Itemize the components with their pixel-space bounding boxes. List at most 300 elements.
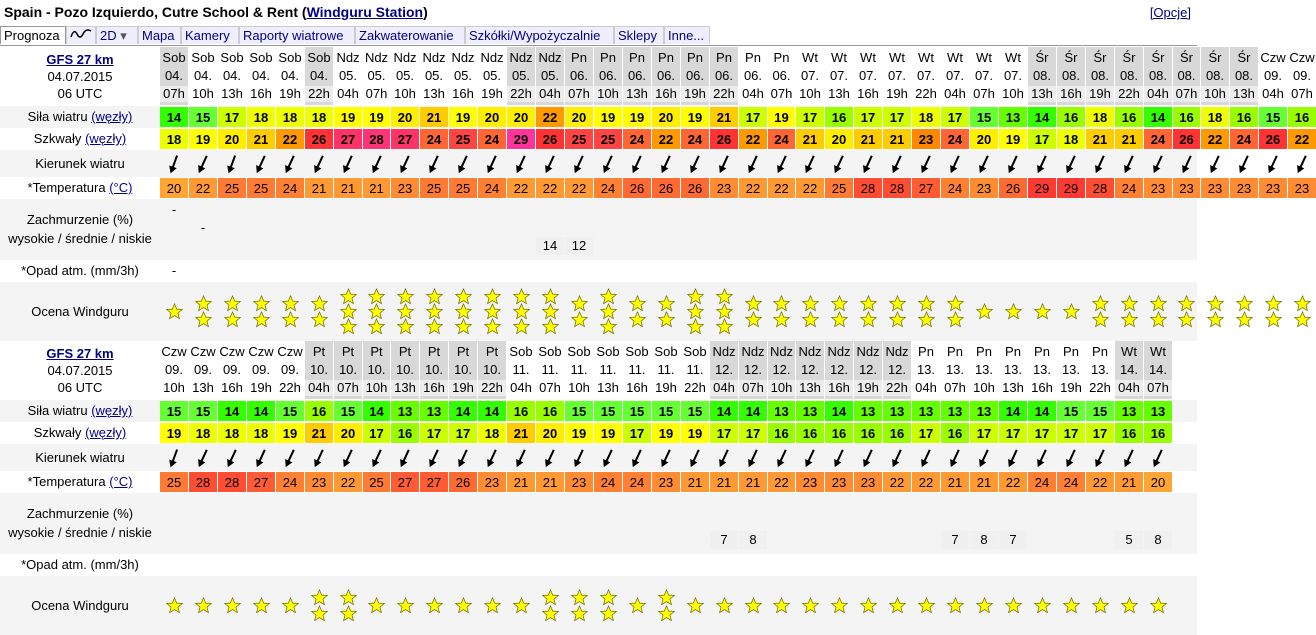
- rating-star-icon: [600, 605, 617, 622]
- precip-cell: [1028, 554, 1056, 576]
- chevron-down-icon: ▾: [116, 28, 127, 43]
- hour: 04h: [912, 380, 940, 396]
- wind-arrow-icon: [1177, 153, 1197, 175]
- precip-cell: -: [171, 263, 177, 278]
- cloud-cover-cell: [623, 531, 651, 549]
- precip-cell: [796, 260, 824, 282]
- rating-star-icon: [542, 318, 559, 335]
- run-date: 04.07.2015: [47, 69, 113, 84]
- wind-speed-cell: 13: [941, 401, 969, 421]
- forecast-column-header: [854, 341, 882, 399]
- forecast-column-header: [623, 47, 651, 105]
- gust-cell: 20: [970, 129, 998, 149]
- date: 04.: [164, 68, 184, 83]
- precip-cell: [912, 554, 940, 576]
- hour: 07h: [334, 380, 362, 396]
- hour: 19h: [883, 86, 911, 102]
- forecast-column-header: [449, 341, 477, 399]
- hour: 13h: [796, 380, 824, 396]
- wind-direction-cell: [825, 150, 853, 177]
- wind-speed-cell: 22: [536, 107, 564, 127]
- hour: 16h: [652, 86, 680, 102]
- cloud-cover-cell: [1259, 237, 1287, 255]
- wind-arrow-icon: [685, 153, 705, 175]
- forecast-column-header: [739, 47, 767, 105]
- forecast-column-header: [912, 341, 940, 399]
- wind-arrow-icon: [338, 153, 358, 175]
- hour: 22h: [883, 380, 911, 396]
- clouds-sublabel: wysokie / średnie / niskie: [8, 231, 152, 246]
- temperature-cell: 23: [478, 472, 506, 492]
- rating-star-icon: [1121, 295, 1138, 312]
- gusts-unit-link[interactable]: (węzły): [85, 425, 127, 440]
- forecast-column-header: [189, 341, 217, 399]
- rating-star-icon: [1034, 303, 1051, 320]
- date: 07.: [974, 68, 994, 83]
- cloud-cover-cell: [681, 237, 709, 255]
- precip-cell: [594, 554, 622, 576]
- hour: 10h: [768, 380, 795, 396]
- hour: 10h: [970, 380, 998, 396]
- gust-cell: 21: [883, 129, 911, 149]
- date: 11.: [686, 362, 704, 377]
- date: 06.: [714, 68, 734, 83]
- cloud-cover-cell: 5: [1115, 531, 1143, 549]
- wind-arrow-icon: [453, 447, 473, 469]
- gusts-label: Szkwały: [33, 131, 82, 146]
- forecast-column-header: [1201, 47, 1229, 105]
- wind-direction-cell: [796, 444, 824, 471]
- gust-cell: 19: [565, 423, 593, 443]
- forecast-column-header: [305, 341, 333, 399]
- temperature-cell: 23: [854, 472, 882, 492]
- cloud-cover-cell: [391, 531, 419, 549]
- wind-direction-cell: [594, 150, 622, 177]
- hour: 19h: [652, 380, 680, 396]
- day-name: Pn: [918, 344, 934, 359]
- precip-cell: [1259, 260, 1287, 282]
- wind-unit-link[interactable]: (węzły): [91, 403, 133, 418]
- rating-star-icon: [629, 295, 646, 312]
- tab-kamery[interactable]: Kamery: [181, 26, 239, 44]
- wind-arrow-icon: [1148, 447, 1168, 469]
- rating-star-icon: [687, 318, 704, 335]
- hour: 16h: [825, 380, 853, 396]
- rating-star-icon: [484, 597, 501, 614]
- date: 10.: [395, 362, 415, 377]
- cloud-cover-cell: [883, 531, 911, 549]
- rating-star-icon: [571, 589, 588, 606]
- rating-star-icon: [1236, 295, 1253, 312]
- forecast-column-header: [478, 341, 506, 399]
- rating-star-icon: [1207, 311, 1224, 328]
- wind-speed-cell: 17: [739, 107, 767, 127]
- temperature-cell: 24: [478, 178, 506, 198]
- temperature-cell: 24: [276, 178, 304, 198]
- day-name: Pt: [485, 344, 499, 359]
- cloud-cover-cell: [999, 237, 1027, 255]
- precip-cell: [565, 260, 593, 282]
- day-name: Pn: [571, 50, 587, 65]
- cloud-cover-cell: [391, 237, 419, 255]
- options-link[interactable]: [Opcje]: [1149, 5, 1191, 20]
- forecast-column-header: [218, 47, 246, 105]
- wind-direction-cell: [912, 150, 940, 177]
- cloud-cover-cell: [247, 531, 275, 549]
- gust-cell: 22: [739, 129, 767, 149]
- day-name: Sob: [191, 50, 215, 65]
- rating-star-icon: [311, 311, 328, 328]
- date: 08.: [1177, 68, 1196, 83]
- hour: 19h: [276, 86, 304, 102]
- tab-szkolki[interactable]: Szkółki/Wypożyczalnie: [465, 26, 614, 44]
- precip-cell: [1115, 260, 1143, 282]
- rating-star-icon: [1294, 295, 1311, 312]
- wind-speed-cell: 15: [565, 401, 593, 421]
- precip-cell: [334, 260, 362, 282]
- rating-star-icon: [831, 311, 848, 328]
- temperature-cell: 28: [218, 472, 246, 492]
- temperature-cell: 22: [507, 178, 535, 198]
- gust-cell: 16: [796, 423, 824, 443]
- wind-arrow-icon: [511, 153, 531, 175]
- temp-unit-link[interactable]: (°C): [109, 180, 133, 195]
- temperature-cell: 21: [739, 472, 767, 492]
- wind-direction-cell: [1144, 444, 1172, 471]
- gust-cell: 24: [1144, 129, 1172, 149]
- precip-cell: [1115, 554, 1143, 576]
- rating-star-icon: [773, 295, 790, 312]
- precip-cell: [1144, 260, 1172, 282]
- day-name: Śr: [1093, 50, 1107, 65]
- gust-cell: 16: [768, 423, 795, 443]
- rating-star-icon: [716, 318, 733, 335]
- rating-star-icon: [1063, 303, 1080, 320]
- rating-star-icon: [889, 597, 906, 614]
- wind-speed-cell: 19: [449, 107, 477, 127]
- temperature-cell: 23: [1173, 178, 1200, 198]
- gust-cell: 26: [1259, 129, 1287, 149]
- temperature-cell: 26: [623, 178, 651, 198]
- precip-cell: [710, 554, 738, 576]
- day-name: Wt: [976, 50, 992, 65]
- hour: 22h: [912, 86, 940, 102]
- wind-speed-cell: 21: [420, 107, 448, 127]
- cloud-cover-cell: [912, 531, 940, 549]
- day-name: Pt: [312, 344, 326, 359]
- temperature-cell: 26: [449, 472, 477, 492]
- wind-unit-link[interactable]: (węzły): [91, 109, 133, 124]
- wind-direction-cell: [391, 150, 419, 177]
- temperature-cell: 21: [1115, 472, 1143, 492]
- wind-speed-cell: 19: [363, 107, 390, 127]
- wind-speed-cell: 15: [189, 401, 217, 421]
- clouds-label: Zachmurzenie (%): [26, 506, 134, 521]
- cloud-cover-cell: -: [171, 202, 177, 217]
- precip-cell: [854, 260, 882, 282]
- wind-direction-cell: [305, 150, 333, 177]
- model-name-link[interactable]: GFS 27 km: [46, 52, 114, 67]
- cloud-cover-cell: [218, 531, 246, 549]
- rating-star-icon: [282, 295, 299, 312]
- temperature-cell: 28: [1086, 178, 1114, 198]
- title-bar: [0, 0, 1197, 25]
- precip-cell: [334, 554, 362, 576]
- wind-speed-cell: 15: [276, 401, 304, 421]
- wind-speed-cell: 14: [1028, 107, 1056, 127]
- forecast-column-header: [305, 47, 333, 105]
- wind-direction-cell: [1115, 150, 1143, 177]
- tab-raporty[interactable]: Raporty wiatrowe: [239, 26, 355, 44]
- tab-2d[interactable]: 2D ▾: [96, 26, 138, 44]
- wind-arrow-icon: [858, 447, 878, 469]
- date: 05.: [367, 68, 386, 83]
- date: 06.: [685, 68, 705, 83]
- gust-cell: 21: [247, 129, 275, 149]
- date: 10.: [309, 362, 329, 377]
- wind-speed-cell: 16: [1173, 107, 1200, 127]
- forecast-column-header: [1115, 47, 1143, 105]
- wind-arrow-icon: [1205, 153, 1225, 175]
- temperature-cell: 24: [941, 178, 969, 198]
- wind-arrow-icon: [453, 153, 473, 175]
- forecast-column-header: [536, 341, 564, 399]
- wind-arrow-icon: [1003, 153, 1023, 175]
- temp-unit-link[interactable]: (°C): [109, 474, 133, 489]
- wind-arrow-icon: [800, 447, 820, 469]
- gust-cell: 16: [941, 423, 969, 443]
- precip-cell: [652, 260, 680, 282]
- hour: 10h: [999, 86, 1027, 102]
- day-name: Pt: [456, 344, 470, 359]
- forecast-column-header: [247, 47, 275, 105]
- cloud-cover-cell: [652, 237, 680, 255]
- tab-mapa[interactable]: Mapa: [138, 26, 181, 44]
- day-name: Sob: [596, 344, 620, 359]
- forecast-column-header: [1144, 47, 1172, 105]
- gust-cell: 18: [478, 423, 506, 443]
- hour: 13h: [594, 380, 622, 396]
- hour: 19h: [247, 380, 275, 396]
- date: 09.: [193, 362, 213, 377]
- wind-arrow-icon: [1090, 447, 1110, 469]
- day-name: Pt: [398, 344, 412, 359]
- temp-row-label: [0, 471, 160, 493]
- rating-star-icon: [831, 295, 848, 312]
- precip-cell: [594, 260, 622, 282]
- rating-star-icon: [1063, 597, 1080, 614]
- gust-cell: 19: [681, 423, 709, 443]
- rating-star-icon: [426, 318, 443, 335]
- wind-direction-cell: [565, 444, 593, 471]
- gust-cell: 29: [507, 129, 535, 149]
- hour: 13h: [189, 380, 217, 396]
- rating-star-icon: [166, 303, 183, 320]
- wind-speed-cell: 18: [912, 107, 940, 127]
- wind-speed-cell: 15: [594, 401, 622, 421]
- gust-cell: 27: [334, 129, 362, 149]
- gust-cell: 16: [883, 423, 911, 443]
- wind-arrow-icon: [1148, 153, 1168, 175]
- graph-icon: [70, 27, 92, 41]
- precip-cell: [1288, 260, 1316, 282]
- direction-row-label: [0, 150, 160, 177]
- day-name: Pn: [687, 50, 703, 65]
- wind-arrow-icon: [309, 447, 329, 469]
- hour: 13h: [825, 86, 853, 102]
- day-name: Sob: [509, 344, 533, 359]
- forecast-column-header: [768, 341, 795, 399]
- rating-star-icon: [1265, 295, 1282, 312]
- precip-cell: [449, 554, 477, 576]
- gust-cell: 22: [1201, 129, 1229, 149]
- wind-arrow-icon: [974, 153, 994, 175]
- rating-row-label: [0, 576, 160, 635]
- day-name: Ndz: [336, 50, 360, 65]
- wind-arrow-icon: [193, 153, 213, 175]
- date: 10.: [367, 362, 386, 377]
- gust-cell: 17: [449, 423, 477, 443]
- tab-graph-icon[interactable]: [66, 26, 96, 44]
- date: 14.: [1148, 362, 1168, 377]
- day-name: Pn: [773, 50, 790, 65]
- hour: 10h: [363, 380, 390, 396]
- temperature-cell: 27: [420, 472, 448, 492]
- rating-star-icon: [311, 605, 328, 622]
- date: 07.: [1003, 68, 1023, 83]
- precip-cell: [189, 554, 217, 576]
- hour: 13h: [1230, 86, 1258, 102]
- wind-direction-cell: [970, 444, 998, 471]
- rating-star-icon: [1236, 311, 1253, 328]
- cloud-cover-cell: [449, 237, 477, 255]
- forecast-column-header: [507, 341, 535, 399]
- day-name: Sob: [307, 50, 331, 65]
- run-time: 06 UTC: [57, 86, 103, 101]
- wind-speed-cell: 16: [1288, 107, 1316, 127]
- day-name: Ndz: [712, 344, 736, 359]
- date: 07.: [916, 68, 936, 83]
- windguru-station-link[interactable]: Windguru Station: [306, 4, 424, 20]
- gust-cell: 24: [941, 129, 969, 149]
- temperature-cell: 27: [912, 178, 940, 198]
- forecast-column-header: [623, 341, 651, 399]
- rating-star-icon: [889, 295, 906, 312]
- rating-star-icon: [571, 605, 588, 622]
- wind-speed-cell: 15: [160, 401, 188, 421]
- temperature-cell: 21: [363, 178, 390, 198]
- wind-arrow-icon: [627, 153, 647, 175]
- day-name: Wt: [1150, 344, 1166, 359]
- date: 08.: [1205, 68, 1225, 83]
- tab-sklepy[interactable]: Sklepy: [614, 26, 664, 44]
- wind-arrow-icon: [1032, 447, 1052, 469]
- rating-star-icon: [976, 597, 993, 614]
- cloud-cover-cell: [363, 237, 390, 255]
- wind-direction-cell: [768, 444, 795, 471]
- wind-speed-cell: 15: [970, 107, 998, 127]
- cloud-cover-cell: [507, 237, 535, 255]
- rating-star-icon: [224, 311, 241, 328]
- temperature-cell: 23: [796, 472, 824, 492]
- date: 11.: [512, 362, 530, 377]
- wind-speed-cell: 13: [420, 401, 448, 421]
- tab-zakwaterowanie[interactable]: Zakwaterowanie: [355, 26, 465, 44]
- cloud-cover-cell: [796, 531, 824, 549]
- hour: 19h: [681, 86, 709, 102]
- day-name: Śr: [1064, 50, 1078, 65]
- temperature-cell: 21: [681, 472, 709, 492]
- date: 07.: [829, 68, 849, 83]
- precip-cell: [1144, 554, 1172, 576]
- model-name-link[interactable]: GFS 27 km: [46, 346, 114, 361]
- forecast-column-header: [710, 341, 738, 399]
- wind-direction-cell: [363, 150, 390, 177]
- wind-direction-cell: [1028, 444, 1056, 471]
- wind-speed-cell: 14: [363, 401, 390, 421]
- wind-speed-cell: 17: [883, 107, 911, 127]
- wind-speed-cell: 18: [247, 107, 275, 127]
- forecast-column-header: [652, 341, 680, 399]
- clouds-row-label: [0, 504, 160, 542]
- date: 09.: [280, 362, 300, 377]
- precip-cell: [247, 260, 275, 282]
- day-name: Sob: [538, 344, 562, 359]
- hour: 04h: [941, 86, 969, 102]
- day-name: Śr: [1122, 50, 1136, 65]
- wind-arrow-icon: [685, 447, 705, 469]
- temperature-cell: 24: [594, 178, 622, 198]
- forecast-column-header: [1086, 47, 1114, 105]
- rating-star-icon: [1178, 295, 1195, 312]
- forecast-column-header: [247, 341, 275, 399]
- day-name: Pn: [600, 50, 616, 65]
- wind-direction-cell: [652, 444, 680, 471]
- forecast-column-header: [478, 47, 506, 105]
- temperature-cell: 25: [218, 178, 246, 198]
- wind-direction-cell: [999, 444, 1027, 471]
- gust-cell: 19: [594, 423, 622, 443]
- date: 06.: [656, 68, 676, 83]
- hour: 13h: [391, 380, 419, 396]
- rating-star-icon: [340, 589, 357, 606]
- wind-direction-cell: [941, 444, 969, 471]
- day-name: Ndz: [538, 50, 562, 65]
- tab-inne[interactable]: Inne...: [664, 26, 710, 44]
- tab-prognoza[interactable]: Prognoza: [0, 26, 66, 44]
- date: 10.: [482, 362, 502, 377]
- cloud-cover-cell: [1028, 237, 1056, 255]
- cloud-cover-cell: [305, 237, 333, 255]
- gust-cell: 21: [1086, 129, 1114, 149]
- precip-cell: [796, 554, 824, 576]
- wind-direction-cell: [305, 444, 333, 471]
- day-name: Pn: [947, 344, 963, 359]
- gusts-unit-link[interactable]: (węzły): [85, 131, 127, 146]
- cloud-cover-cell: [305, 531, 333, 549]
- forecast-column-header: [594, 341, 622, 399]
- cloud-cover-cell: [276, 237, 304, 255]
- hour: 16h: [854, 86, 882, 102]
- cloud-cover-cell: [623, 237, 651, 255]
- forecast-column-header: [710, 47, 738, 105]
- date: 13.: [916, 362, 936, 377]
- wind-arrow-icon: [743, 153, 763, 175]
- cloud-cover-cell: [970, 237, 998, 255]
- rating-star-icon: [745, 597, 762, 614]
- temperature-cell: 23: [1144, 178, 1172, 198]
- precip-cell: [768, 554, 795, 576]
